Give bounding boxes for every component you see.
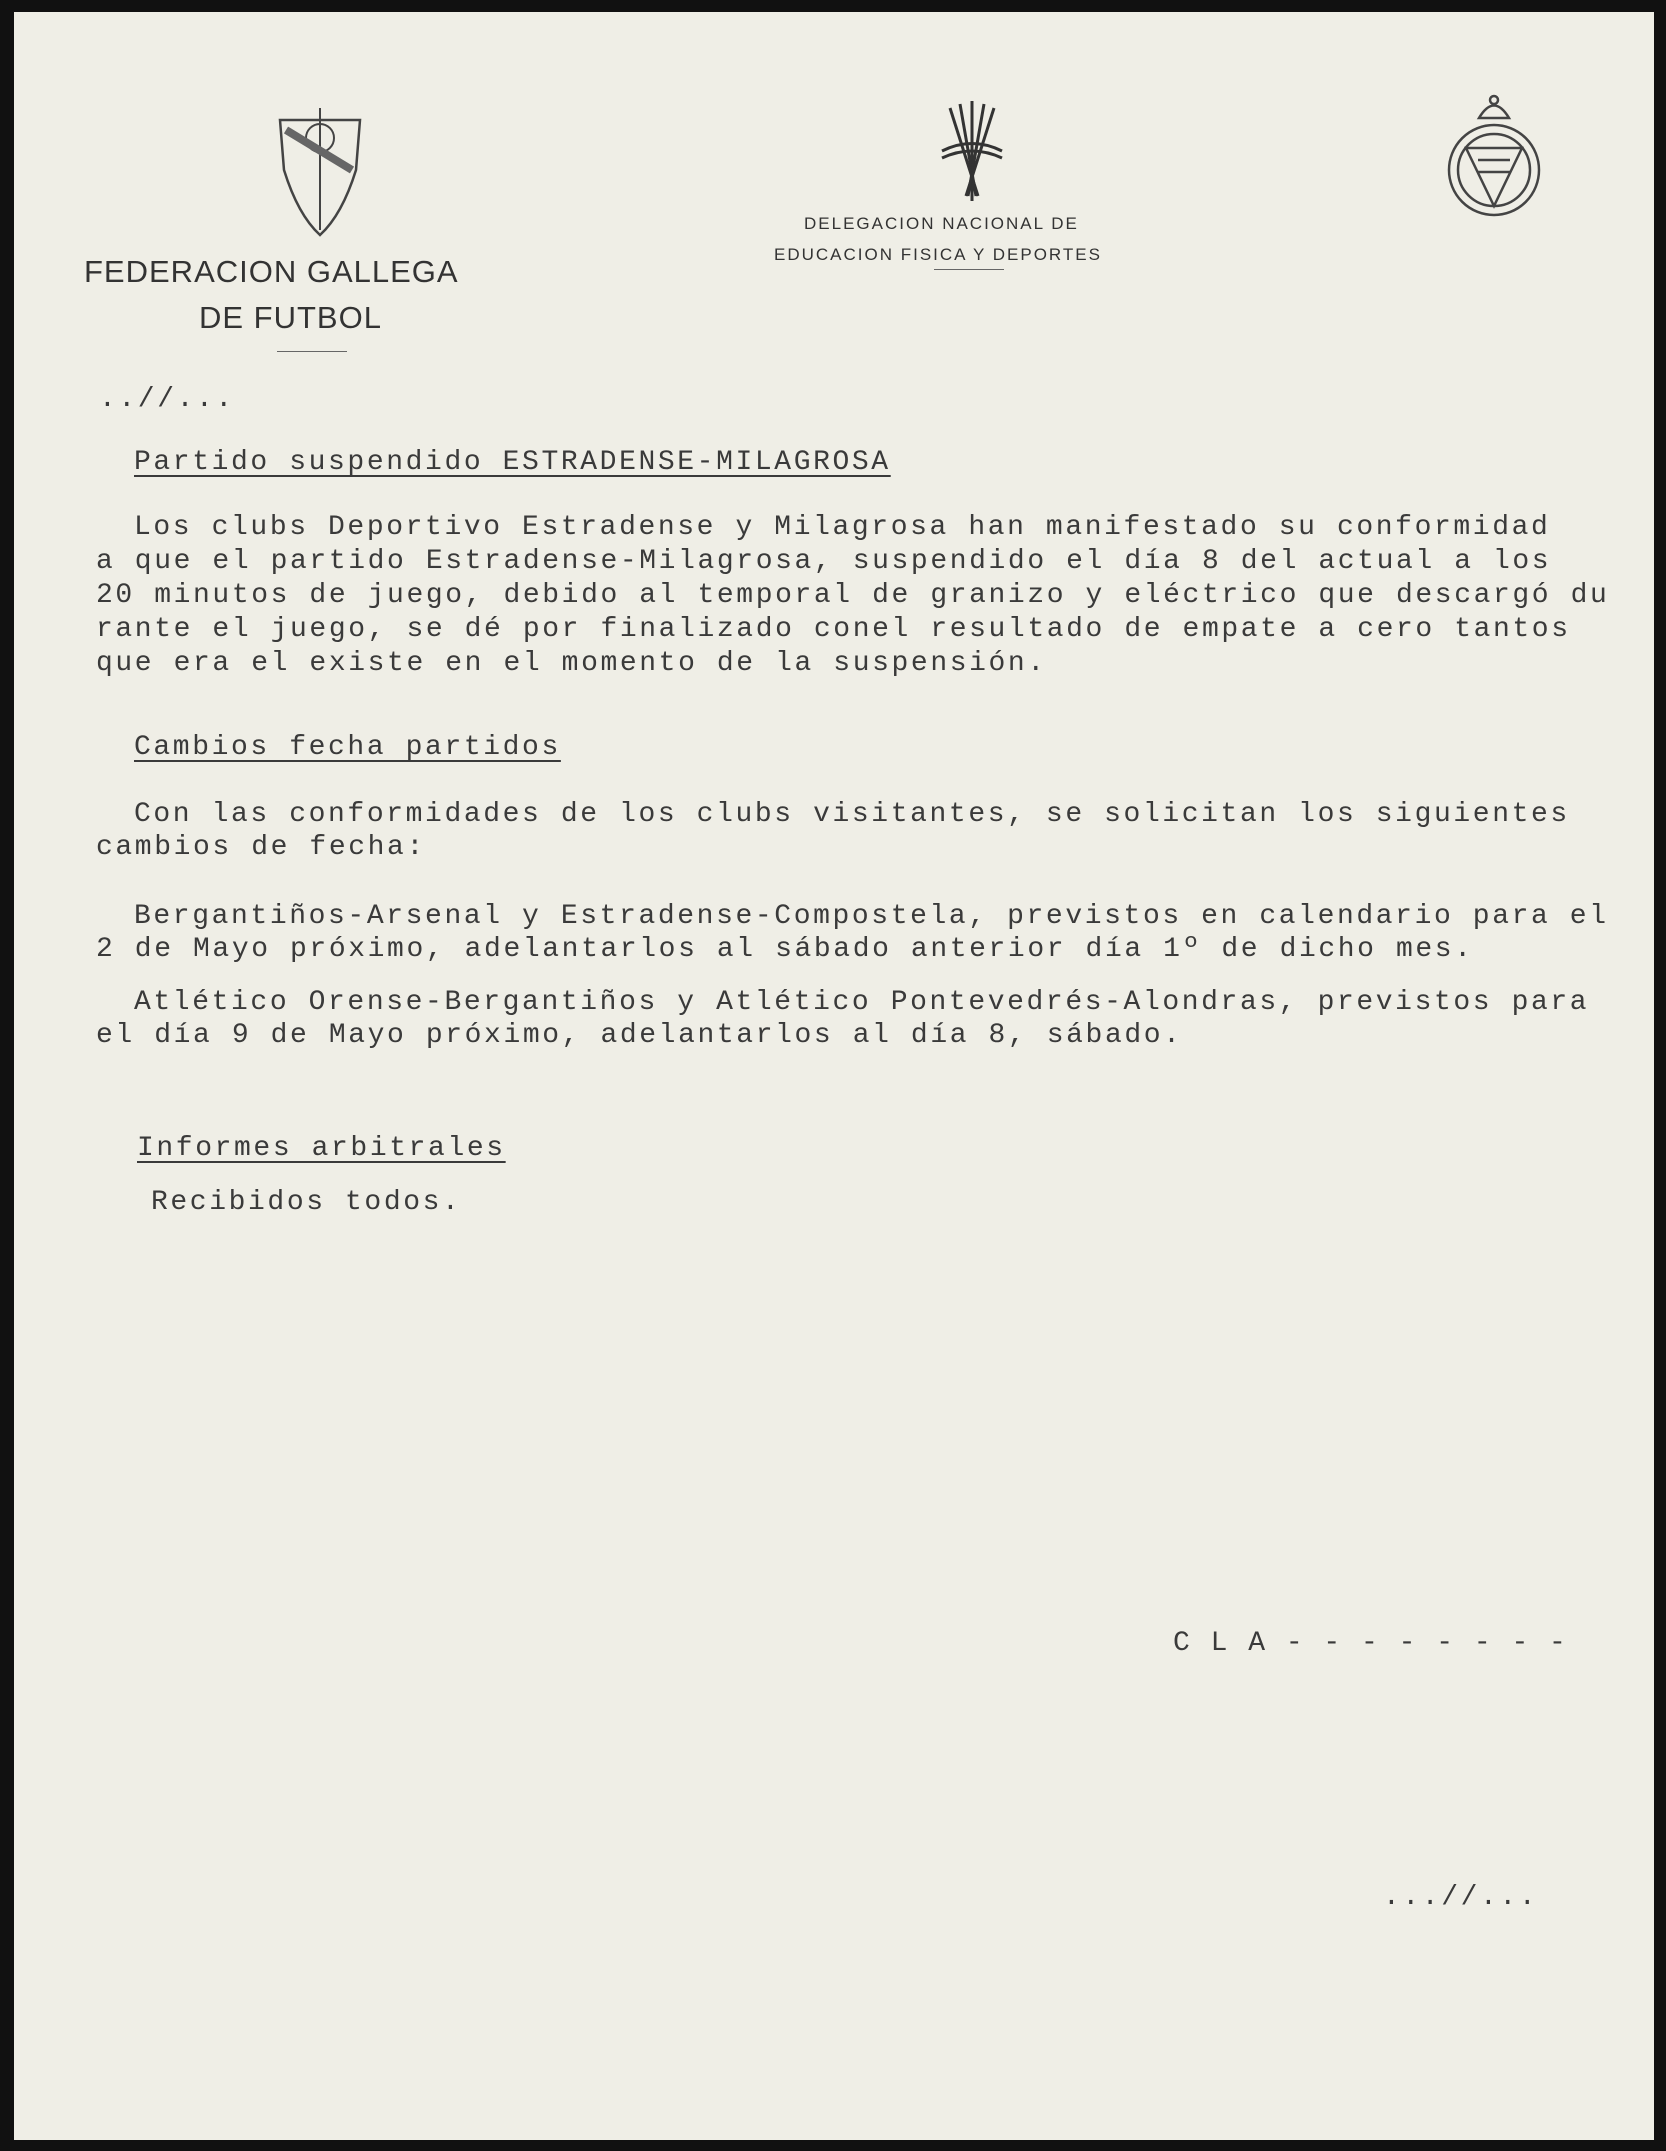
federation-name-line1: FEDERACION GALLEGA [84,254,459,289]
paragraph-line: 20 minutos de juego, debido al temporal de granizo y eléctrico que descargó du [96,580,1610,611]
paragraph-line: Atlético Orense-Bergantiños y Atlético Pontevedrés-Alondras, previstos para [134,987,1590,1018]
signature-initials: C L A - - - - - - - - [1173,1628,1568,1659]
section-heading: Partido suspendido ESTRADENSE-MILAGROSA [134,447,891,478]
paragraph-line: cambios de fecha: [96,832,426,863]
paragraph-line: Los clubs Deportivo Estradense y Milagrosa han manifestado su conformidad [134,512,1551,543]
continuation-mark-bottom: ...//... [1383,1882,1539,1913]
paragraph-line: a que el partido Estradense-Milagrosa, suspendido el día 8 del actual a los [96,546,1552,577]
paragraph-line: 2 de Mayo próximo, adelantarlos al sábado anterior día 1º de dicho mes. [96,934,1474,965]
divider [934,269,1004,270]
document-page [14,12,1654,2140]
yoke-arrows-emblem [932,96,1012,206]
paragraph-line: Bergantiños-Arsenal y Estradense-Compostela, previstos en calendario para el [134,901,1609,932]
continuation-mark-top: ..//... [99,384,235,415]
federation-shield-logo [272,100,368,240]
paragraph-line: Con las conformidades de los clubs visitantes, se solicitan los siguientes [134,799,1570,830]
paragraph-line: el día 9 de Mayo próximo, adelantarlos al día 8, sábado. [96,1020,1183,1051]
section-heading: Cambios fecha partidos [134,732,561,763]
paragraph-line: Recibidos todos. [151,1187,462,1218]
delegation-line2: EDUCACION FISICA Y DEPORTES [774,245,1102,264]
federation-name-line2: DE FUTBOL [199,300,382,335]
paragraph-line: rante el juego, se dé por finalizado conel resultado de empate a cero tantos [96,614,1571,645]
section-heading: Informes arbitrales [137,1133,506,1164]
delegation-line1: DELEGACION NACIONAL DE [804,214,1079,233]
paragraph-line: que era el existe en el momento de la suspensión. [96,648,1047,679]
crowned-crest-logo [1444,88,1544,223]
divider [277,351,347,352]
